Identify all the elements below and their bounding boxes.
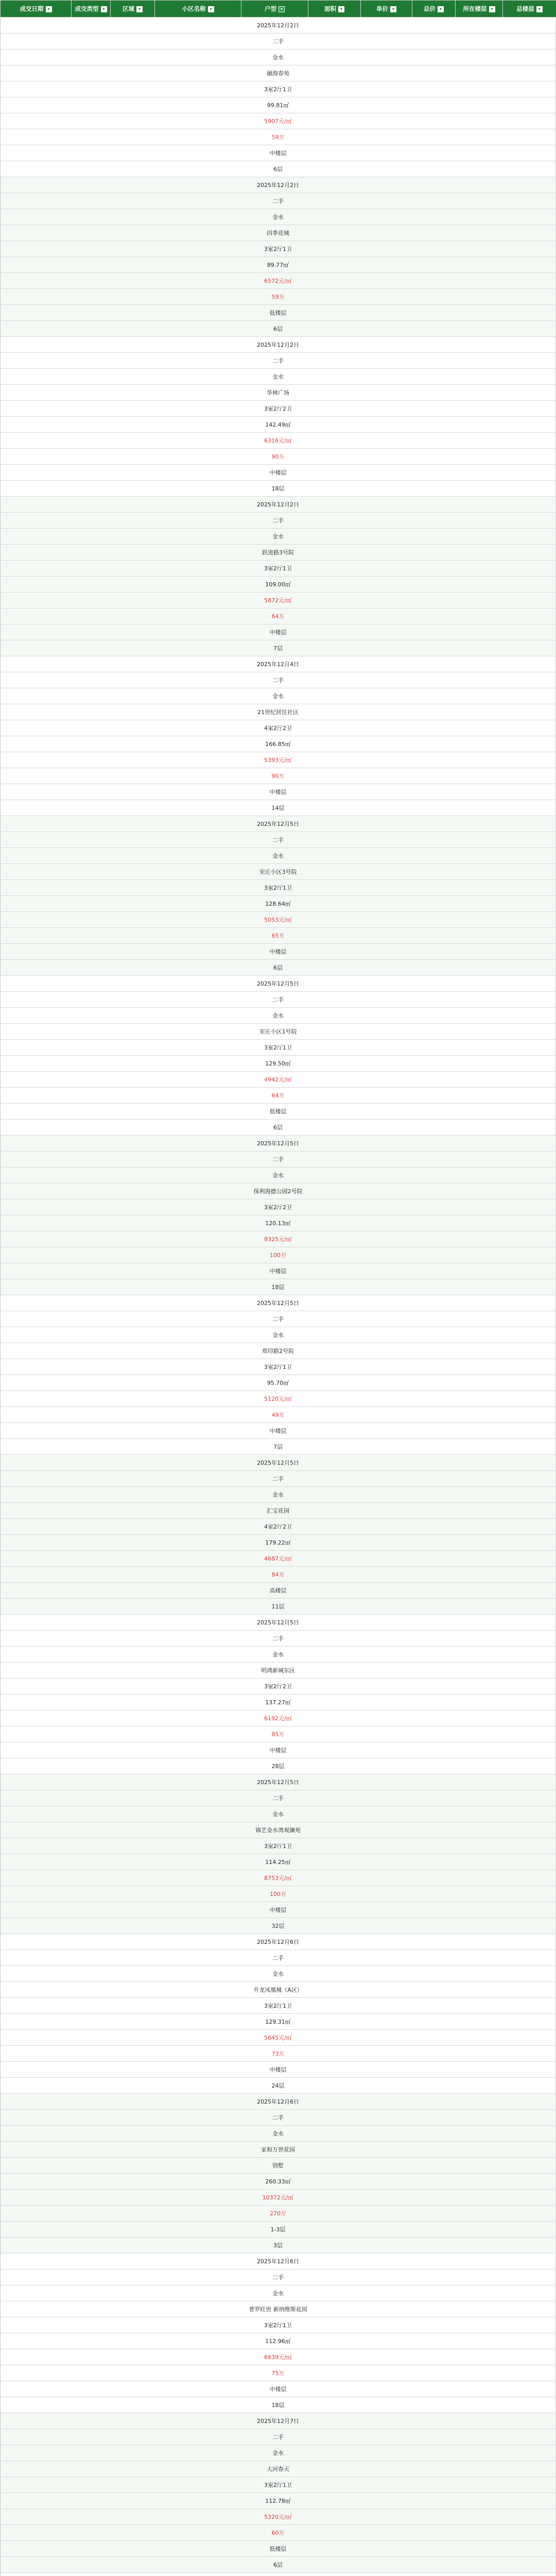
table-cell: 5393元/㎡ (1, 752, 556, 768)
table-cell: 中楼层 (1, 465, 556, 481)
table-cell: 保利海德公园2号院 (1, 1183, 556, 1199)
table-cell: 5872元/㎡ (1, 592, 556, 608)
table-cell: 中楼层 (1, 624, 556, 640)
table-cell: 128.64㎡ (1, 896, 556, 912)
table-cell: 99.81㎡ (1, 97, 556, 113)
table-cell: 2025年12月5日 (1, 1136, 556, 1151)
table-cell: 3室2厅1卫 (1, 2477, 556, 2493)
table-cell: 金水 (1, 1487, 556, 1503)
table-cell: 金水 (1, 2285, 556, 2301)
column-header-label: 面积 (324, 5, 336, 12)
table-cell: 21世纪居住社区 (1, 704, 556, 720)
table-cell: 129.31㎡ (1, 2014, 556, 2030)
table-cell: 2025年12月5日 (1, 816, 556, 832)
table-cell: 18层 (1, 2397, 556, 2413)
column-header[interactable] (361, 1, 412, 18)
table-cell: 6572元/㎡ (1, 273, 556, 289)
table-cell: 2025年12月2日 (1, 177, 556, 193)
table-cell: 二手 (1, 672, 556, 688)
table-cell: 4室2厅2卫 (1, 1519, 556, 1535)
table-cell: 低楼层 (1, 2541, 556, 2557)
table-cell: 75万 (1, 2365, 556, 2381)
table-cell: 3室2厅1卫 (1, 1998, 556, 2014)
table-cell: 18层 (1, 481, 556, 497)
table-cell: 2025年12月5日 (1, 1774, 556, 1790)
table-cell: 2025年12月5日 (1, 1455, 556, 1471)
table-cell: 中楼层 (1, 2381, 556, 2397)
table-cell: 中楼层 (1, 145, 556, 161)
table-cell: 中楼层 (1, 944, 556, 960)
table-cell: 3室2厅1卫 (1, 1838, 556, 1854)
table-cell: 166.85㎡ (1, 736, 556, 752)
table-cell: 24层 (1, 2078, 556, 2094)
table-cell: 家和万世花园 (1, 2142, 556, 2158)
table-cell: 金水 (1, 1966, 556, 1982)
table-cell: 大河春天 (1, 2461, 556, 2477)
table-cell: 二手 (1, 1631, 556, 1647)
table-cell: 中楼层 (1, 1263, 556, 1279)
table-cell: 32层 (1, 1918, 556, 1934)
filter-dropdown-icon[interactable]: ▾ (136, 6, 143, 12)
table-cell: 5320元/㎡ (1, 2509, 556, 2525)
table-cell: 2025年12月2日 (1, 337, 556, 353)
column-header[interactable] (412, 1, 456, 18)
table-cell: 跃进路3号院 (1, 545, 556, 561)
table-cell: 融海春苑 (1, 65, 556, 81)
table-cell: 65万 (1, 928, 556, 944)
table-cell: 6639元/㎡ (1, 2349, 556, 2365)
table-cell: 金水 (1, 2445, 556, 2461)
table-cell: 金水 (1, 1167, 556, 1183)
table-cell: 270万 (1, 2206, 556, 2222)
column-header[interactable] (111, 1, 155, 18)
column-header-label: 总楼层 (516, 5, 534, 12)
table-cell: 6层 (1, 2557, 556, 2573)
table-cell: 64万 (1, 1088, 556, 1104)
column-header-label: 户型 (265, 5, 276, 12)
table-cell: 金水 (1, 209, 556, 225)
table-cell: 金水 (1, 2126, 556, 2142)
table-cell: 2025年12月6日 (1, 2253, 556, 2269)
table-cell: 8325元/㎡ (1, 1231, 556, 1247)
column-header-label: 单价 (376, 5, 388, 12)
filter-dropdown-icon[interactable]: ▾ (438, 6, 444, 12)
table-cell: 明鸿新城东区 (1, 1663, 556, 1679)
table-cell: 73万 (1, 2046, 556, 2062)
table-cell: 低楼层 (1, 1104, 556, 1120)
filter-dropdown-icon[interactable]: ▾ (338, 6, 344, 12)
table-cell: 中楼层 (1, 1902, 556, 1918)
filter-dropdown-icon[interactable]: ▾ (101, 6, 107, 12)
table-cell: 3室2厅2卫 (1, 401, 556, 417)
filter-dropdown-icon[interactable]: ▾ (536, 6, 543, 12)
table-cell: 49万 (1, 1407, 556, 1423)
table-cell: 112.96㎡ (1, 2333, 556, 2349)
table-cell: 90万 (1, 449, 556, 465)
table-cell: 7层 (1, 640, 556, 656)
table-cell: 120.13㎡ (1, 1215, 556, 1231)
column-header[interactable] (503, 1, 556, 18)
column-header-label: 总价 (424, 5, 436, 12)
filter-dropdown-icon[interactable]: ▾ (390, 6, 396, 12)
table-cell: 95.70㎡ (1, 1375, 556, 1391)
column-header[interactable] (1, 1, 72, 18)
table-cell: 2025年12月5日 (1, 1615, 556, 1631)
table-cell: 4942元/㎡ (1, 1072, 556, 1088)
table-cell: 3室2厅1卫 (1, 2317, 556, 2333)
table-cell: 3室2厅1卫 (1, 1359, 556, 1375)
table-cell: 2025年12月5日 (1, 976, 556, 992)
table-cell: 二手 (1, 2429, 556, 2445)
table-cell: 二手 (1, 353, 556, 369)
table-cell: 二手 (1, 33, 556, 49)
column-header[interactable] (72, 1, 111, 18)
table-cell: 四季花城 (1, 225, 556, 241)
table-cell: 金水 (1, 1806, 556, 1822)
table-cell: 金水 (1, 49, 556, 65)
table-cell: 18层 (1, 1279, 556, 1295)
table-cell: 二手 (1, 1311, 556, 1327)
table-cell: 高楼层 (1, 1583, 556, 1599)
table-cell: 2025年12月4日 (1, 656, 556, 672)
table-cell: 137.27㎡ (1, 1694, 556, 1710)
filter-dropdown-icon[interactable]: ▾ (489, 6, 495, 12)
table-cell: 114.25㎡ (1, 1854, 556, 1870)
table-cell: 华林广场 (1, 385, 556, 401)
table-cell: 60万 (1, 2525, 556, 2541)
table-cell: 3室2厅1卫 (1, 241, 556, 257)
table-cell: 金水 (1, 848, 556, 864)
table-header (1, 1, 556, 18)
table-cell: 3层 (1, 2238, 556, 2253)
table-cell: 二手 (1, 2110, 556, 2126)
table-cell: 6316元/㎡ (1, 433, 556, 449)
table-cell: 3室2厅1卫 (1, 1040, 556, 1056)
table-cell: 二手 (1, 2269, 556, 2285)
table-cell: 二手 (1, 193, 556, 209)
table-cell: 1-3层 (1, 2222, 556, 2238)
column-header-label: 成交日期 (20, 5, 44, 12)
table-cell: 中楼层 (1, 1423, 556, 1439)
table-cell: 100万 (1, 1247, 556, 1263)
table-cell: 59万 (1, 289, 556, 305)
table-cell: 3室2厅2卫 (1, 1199, 556, 1215)
table-cell: 142.49㎡ (1, 417, 556, 433)
table-cell: 8753元/㎡ (1, 1870, 556, 1886)
table-cell: 金水 (1, 1008, 556, 1024)
table-cell: 6层 (1, 321, 556, 337)
table-cell: 二手 (1, 1471, 556, 1487)
table-cell: 2025年12月7日 (1, 2413, 556, 2429)
table-cell (1, 2573, 556, 2576)
table-cell: 28层 (1, 1758, 556, 1774)
table-cell: 升龙凤凰城（A区） (1, 1982, 556, 1998)
column-header[interactable] (308, 1, 361, 18)
table-cell: 5907元/㎡ (1, 113, 556, 129)
table-cell: 64万 (1, 608, 556, 624)
table-cell: 89.77㎡ (1, 257, 556, 273)
table-cell: 宋庄小区1号院 (1, 1024, 556, 1040)
table-cell: 3室2厅1卫 (1, 81, 556, 97)
table-cell: 6192元/㎡ (1, 1710, 556, 1726)
column-header-label: 小区名称 (182, 5, 206, 12)
table-cell: 5120元/㎡ (1, 1391, 556, 1407)
table-cell: 二手 (1, 832, 556, 848)
table-cell: 129.50㎡ (1, 1056, 556, 1072)
table-body (1, 18, 556, 2576)
table-cell: 11层 (1, 1599, 556, 1615)
table-cell: 金水 (1, 1327, 556, 1343)
table-cell: 郑印路2号院 (1, 1343, 556, 1359)
column-header-label: 所在楼层 (463, 5, 487, 12)
table-cell: 179.22㎡ (1, 1535, 556, 1551)
table-cell: 中楼层 (1, 1742, 556, 1758)
table-cell: 中楼层 (1, 784, 556, 800)
filter-active-icon[interactable]: ▾ (279, 6, 285, 12)
table-cell: 6层 (1, 1120, 556, 1136)
table-cell: 85万 (1, 1726, 556, 1742)
column-header[interactable] (456, 1, 503, 18)
table-cell: 2025年12月5日 (1, 1295, 556, 1311)
table-cell: 宋庄小区3号院 (1, 864, 556, 880)
table-cell: 金水 (1, 1647, 556, 1663)
table-cell: 别墅 (1, 2158, 556, 2174)
column-header-label: 成交类型 (75, 5, 99, 12)
table-cell: 260.33㎡ (1, 2174, 556, 2190)
column-header[interactable] (155, 1, 241, 18)
table-cell: 二手 (1, 1790, 556, 1806)
table-cell: 4室2厅2卫 (1, 720, 556, 736)
table-cell: 2025年12月6日 (1, 2094, 556, 2110)
table-cell: 金水 (1, 688, 556, 704)
table-cell: 90万 (1, 768, 556, 784)
table-cell: 112.78㎡ (1, 2493, 556, 2509)
table-cell: 5053元/㎡ (1, 912, 556, 928)
table-cell: 109.00㎡ (1, 577, 556, 592)
table-cell: 二手 (1, 1151, 556, 1167)
table-cell: 6层 (1, 960, 556, 976)
table-cell: 5645元/㎡ (1, 2030, 556, 2046)
column-header-label: 区域 (123, 5, 134, 12)
table-cell: 中楼层 (1, 2062, 556, 2078)
table-cell: 10372元/㎡ (1, 2190, 556, 2206)
table-cell: 二手 (1, 1950, 556, 1966)
filter-dropdown-icon[interactable]: ▾ (208, 6, 214, 12)
filter-dropdown-icon[interactable]: ▾ (46, 6, 52, 12)
table-cell: 7层 (1, 1439, 556, 1455)
table-cell: 二手 (1, 513, 556, 529)
table-cell: 2025年12月2日 (1, 18, 556, 33)
table-cell: 84万 (1, 1567, 556, 1583)
table-cell: 金水 (1, 529, 556, 545)
table-cell: 59万 (1, 129, 556, 145)
table-cell: 锦艺金水湾观澜苑 (1, 1822, 556, 1838)
table-cell: 二手 (1, 992, 556, 1008)
table-cell: 100万 (1, 1886, 556, 1902)
table-cell: 普罗旺世 新纳维斯花园 (1, 2301, 556, 2317)
column-header[interactable] (241, 1, 308, 18)
table-cell: 14层 (1, 800, 556, 816)
table-cell: 3室2厅1卫 (1, 880, 556, 896)
table-cell: 2025年12月2日 (1, 497, 556, 513)
table-cell: 汇宝花园 (1, 1503, 556, 1519)
table-cell: 4687元/㎡ (1, 1551, 556, 1567)
table-cell: 6层 (1, 161, 556, 177)
table-cell: 金水 (1, 369, 556, 385)
table-cell: 3室2厅2卫 (1, 1679, 556, 1694)
table-cell: 3室2厅1卫 (1, 561, 556, 577)
table-cell: 低楼层 (1, 305, 556, 321)
table-cell: 2025年12月6日 (1, 1934, 556, 1950)
